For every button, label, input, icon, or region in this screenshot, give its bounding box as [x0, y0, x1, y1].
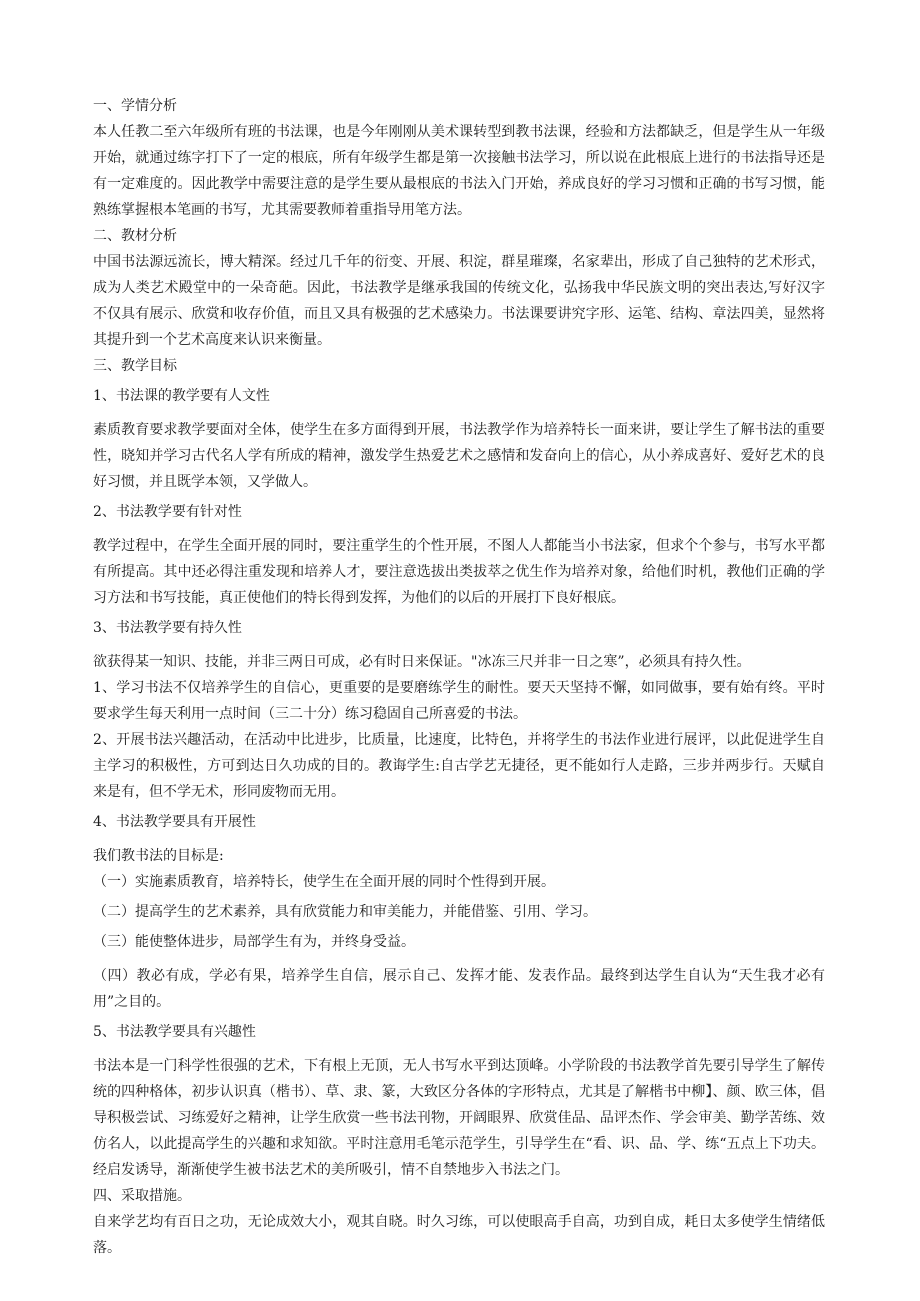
list-item-goal-3: （三）能使整体进步，局部学生有为，并终身受益。 — [93, 934, 415, 950]
section-heading-teaching-goals: 三、教学目标 — [93, 358, 177, 374]
subheading-humanistic: 1、书法课的教学要有人文性 — [93, 388, 270, 404]
section-heading-material-analysis: 二、教材分析 — [93, 228, 177, 244]
paragraph-humanistic: 素质教育要求教学要面对全体，使学生在多方面得到开展，书法教学作为培养特长一面来讲，要让学生了解书法的重要性，晓知并学习古代名人学有所成的精神，激发学生热爱艺术之感情和发奋向上的信心，从小养成喜好、爱好艺术的良好习惯，并且既学本领，又学做人。 — [93, 422, 825, 490]
paragraph-development-intro: 我们教书法的目标是: — [93, 848, 224, 864]
list-item-goal-2: （二）提高学生的艺术素养，具有欣赏能力和审美能力，并能借鉴、引用、学习。 — [93, 904, 597, 920]
subheading-persistence: 3、书法教学要有持久性 — [93, 620, 242, 636]
subheading-targeted: 2、书法教学要有针对性 — [93, 504, 242, 520]
subheading-development: 4、书法教学要具有开展性 — [93, 814, 256, 830]
paragraph-persistence-intro: 欲获得某一知识、技能，并非三两日可成，必有时日来保证。"冰冻三尺并非一日之寒”，必须具有持久性。 — [93, 654, 751, 670]
list-item-persistence-2: 2、开展书法兴趣活动，在活动中比进步，比质量，比速度，比特色，并将学生的书法作业进行展评，以此促进学生自主学习的积极性，方可到达日久功成的目的。教诲学生:自古学艺无捷径，更不能如行人走路，三步并两步行。天赋自来是有，但不学无术，形同废物而无用。 — [93, 732, 825, 800]
document-page — [93, 93, 825, 1261]
list-item-goal-1: （一）实施素质教育，培养特长，使学生在全面开展的同时个性得到开展。 — [93, 874, 555, 890]
section-heading-learning-analysis: 一、学情分析 — [93, 98, 177, 114]
paragraph-measures: 自来学艺均有百日之功，无论成效大小，观其自晓。时久习练，可以使眼高手自高，功到自成，耗日太多使学生情绪低落。 — [93, 1214, 825, 1256]
paragraph-targeted: 教学过程中，在学生全面开展的同时，要注重学生的个性开展，不图人人都能当小书法家，但求个个参与，书写水平都有所提高。其中还必得注重发现和培养人才，要注意选拔出类拔萃之优生作为培养对象，给他们时机，教他们正确的学习方法和书写技能，真正使他们的特长得到发挥，为他们的以后的开展打下良好根底。 — [93, 538, 825, 606]
section-heading-measures: 四、采取措施。 — [93, 1188, 191, 1204]
subheading-interest: 5、书法教学要具有兴趣性 — [93, 1024, 256, 1040]
list-item-persistence-1: 1、学习书法不仅培养学生的自信心，更重要的是要磨练学生的耐性。要天天坚持不懈，如同做事，要有始有终。平时要求学生每天利用一点时间（三二十分）练习稳固自己所喜爱的书法。 — [93, 680, 825, 722]
list-item-goal-4: （四）教必有成，学必有果，培养学生自信，展示自己、发挥才能、发表作品。最终到达学生自认为“天生我才必有用”之目的。 — [93, 968, 825, 1010]
paragraph-learning-analysis: 本人任教二至六年级所有班的书法课，也是今年刚刚从美术课转型到教书法课，经验和方法都缺乏，但是学生从一年级开始，就通过练字打下了一定的根底，所有年级学生都是第一次接触书法学习，所以说在此根底上进行的书法指导还是有一定难度的。因此教学中需要注意的是学生要从最根底的书法入门开始，养成良好的学习习惯和正确的书写习惯，能熟练掌握根本笔画的书写，尤其需要教师着重指导用笔方法。 — [93, 124, 825, 218]
paragraph-interest: 书法本是一门科学性很强的艺术，下有根上无顶，无人书写水平到达顶峰。小学阶段的书法教学首先要引导学生了解传统的四种格体，初步认识真（楷书）、草、隶、篆，大致区分各体的字形特点，尤其是了解楷书中柳】、颜、欧三体，倡导积极尝试、习练爱好之精神，让学生欣赏一些书法刊物，开阔眼界、欣赏佳品、品评杰作、学会审美、勤学苦练、效仿名人，以此提高学生的兴趣和求知欲。平时注意用毛笔示范学生，引导学生在“看、识、品、学、练“五点上下功夫。经启发诱导，渐渐使学生被书法艺术的美所吸引，情不自禁地步入书法之门。 — [93, 1058, 825, 1178]
paragraph-material-analysis: 中国书法源远流长，博大精深。经过几千年的衍变、开展、积淀，群星璀璨，名家辈出，形成了自己独特的艺术形式，成为人类艺术殿堂中的一朵奇葩。因此，书法教学是继承我国的传统文化，弘扬我中华民族文明的突出表达,写好汉字不仅具有展示、欣赏和收存价值，而且又具有极强的艺术感染力。书法课要讲究字形、运笔、结构、章法四美，显然将其提升到一个艺术高度来认识来衡量。 — [93, 254, 825, 348]
